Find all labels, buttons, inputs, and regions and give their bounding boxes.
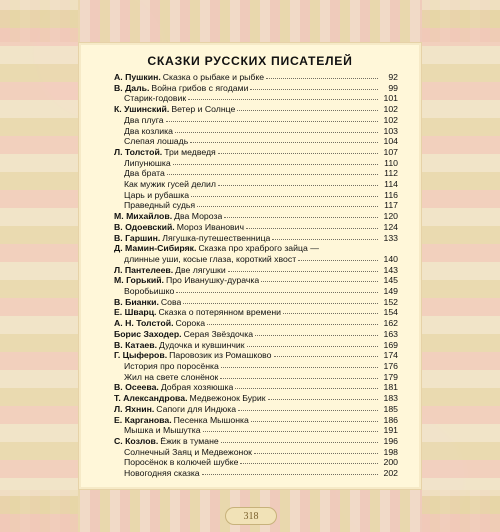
toc-page-number: 154 — [383, 307, 398, 318]
toc-page-number: 200 — [383, 457, 398, 468]
toc-title: Паровозик из Ромашково — [169, 350, 272, 361]
dot-leader — [268, 399, 378, 400]
page-number: 318 — [225, 507, 277, 525]
toc-entry — [114, 243, 398, 254]
toc-entry — [114, 83, 398, 94]
toc-title: Песенка Мышонка — [173, 414, 249, 425]
toc-entry — [114, 382, 398, 393]
toc-entry — [114, 447, 398, 458]
toc-title: Солнечный Заяц и Медвежонок — [124, 446, 252, 457]
toc-title: Мышка и Мышутка — [124, 425, 201, 436]
toc-page-number: 198 — [383, 446, 398, 457]
dot-leader — [183, 303, 378, 304]
toc-entry — [114, 265, 398, 276]
toc-title: длинные уши, косые глаза, короткий хвост — [124, 253, 297, 264]
toc-entry — [114, 436, 398, 447]
toc-entry — [114, 393, 398, 404]
dot-leader — [220, 378, 378, 379]
toc-entry — [114, 425, 398, 436]
toc-page-number: 120 — [383, 211, 398, 222]
toc-title: Ветер и Солнце — [171, 104, 236, 115]
toc-title: Мороз Иванович — [176, 221, 245, 232]
toc-entry — [114, 104, 398, 115]
toc-page-number: 176 — [383, 360, 398, 371]
dot-leader — [167, 174, 378, 175]
dot-leader — [202, 474, 378, 475]
toc-author: Е. Шварц. — [114, 307, 157, 318]
toc-author: А. Н. Толстой. — [114, 318, 174, 329]
toc-page-number: 191 — [383, 425, 398, 436]
toc-page-number: 133 — [383, 232, 398, 243]
toc-entry — [114, 93, 398, 104]
toc-title: Ёжик в тумане — [160, 435, 219, 446]
toc-title: Праведный судья — [124, 200, 196, 211]
toc-page-number: 186 — [383, 414, 398, 425]
dot-leader — [255, 335, 378, 336]
toc-page-number: 149 — [383, 286, 398, 297]
toc-page-number: 110 — [384, 157, 398, 168]
dot-leader — [190, 142, 378, 143]
toc-title: Слепая лошадь — [124, 136, 189, 147]
toc-page-number: 102 — [383, 114, 398, 125]
dot-leader — [298, 260, 378, 261]
toc-title: Лягушка-путешественница — [162, 232, 271, 243]
dot-leader — [272, 239, 378, 240]
table-of-contents — [114, 72, 398, 479]
dot-leader — [173, 164, 378, 165]
toc-entry — [114, 115, 398, 126]
dot-leader — [221, 367, 378, 368]
toc-title: Сказка о рыбаке и рыбке — [162, 72, 265, 82]
toc-title: Жил на свете слонёнок — [124, 371, 219, 382]
dot-leader — [238, 410, 378, 411]
toc-title: Медвежонок Бурик — [189, 393, 266, 404]
toc-page-number: 162 — [383, 318, 398, 329]
toc-entry — [114, 457, 398, 468]
toc-entry — [114, 404, 398, 415]
toc-title: Липунюшка — [124, 157, 171, 168]
toc-entry — [114, 318, 398, 329]
toc-title: Дудочка и кувшинчик — [159, 339, 245, 350]
toc-author: В. Бианки. — [114, 296, 159, 307]
toc-entry — [114, 126, 398, 137]
toc-entry — [114, 222, 398, 233]
toc-author: С. Козлов. — [114, 435, 159, 446]
toc-title: Сказка о потерянном времени — [158, 307, 281, 318]
dot-leader — [237, 110, 378, 111]
dot-leader — [188, 99, 378, 100]
toc-page-number: 101 — [383, 93, 398, 104]
toc-title: Поросёнок в колючей шубке — [124, 457, 239, 468]
toc-page-number: 174 — [383, 350, 398, 361]
toc-title: Сорока — [175, 318, 206, 329]
toc-author: В. Даль. — [114, 82, 150, 93]
toc-page-number: 140 — [383, 253, 398, 264]
toc-title: История про поросёнка — [124, 360, 219, 371]
toc-page-number: 114 — [384, 179, 398, 190]
toc-entry — [114, 211, 398, 222]
toc-page-number: 145 — [383, 275, 398, 286]
dot-leader — [251, 421, 378, 422]
toc-page-number: 116 — [384, 189, 398, 200]
dot-leader — [228, 271, 378, 272]
toc-page-number: 103 — [383, 125, 398, 136]
toc-title: Два брата — [124, 168, 165, 179]
toc-page-number: 185 — [383, 403, 398, 414]
toc-entry — [114, 72, 398, 83]
toc-page-number: 124 — [383, 221, 398, 232]
toc-entry — [114, 168, 398, 179]
toc-page-number: 107 — [383, 146, 398, 157]
toc-entry — [114, 200, 398, 211]
toc-entry — [114, 297, 398, 308]
toc-entry — [114, 307, 398, 318]
toc-page-number: 179 — [383, 371, 398, 382]
dot-leader — [250, 89, 378, 90]
toc-page-number: 117 — [384, 200, 398, 211]
toc-page-number: 152 — [383, 296, 398, 307]
toc-author: Т. Александрова. — [114, 393, 188, 404]
toc-title: Новогодняя сказка — [124, 468, 200, 479]
toc-page-number: 163 — [383, 328, 398, 339]
toc-entry — [114, 372, 398, 383]
dot-leader — [274, 356, 378, 357]
dot-leader — [261, 281, 378, 282]
toc-page-number: 169 — [383, 339, 398, 350]
toc-author: Борис Заходер. — [114, 328, 182, 339]
toc-title: Серая Звёздочка — [183, 328, 254, 339]
toc-title: Сказка про храброго зайца — — [198, 243, 319, 254]
toc-page-number: 99 — [388, 82, 398, 93]
toc-entry — [114, 136, 398, 147]
toc-entry — [114, 233, 398, 244]
toc-author: Л. Пантелеев. — [114, 264, 174, 275]
dot-leader — [246, 228, 378, 229]
toc-entry — [114, 361, 398, 372]
toc-author: Д. Мамин-Сибиряк. — [114, 243, 197, 254]
toc-entry — [114, 275, 398, 286]
toc-entry — [114, 329, 398, 340]
toc-title: Сова — [160, 296, 182, 307]
toc-title: Сапоги для Индюка — [156, 403, 237, 414]
dot-leader — [191, 196, 378, 197]
toc-author: К. Ушинский. — [114, 104, 170, 115]
dot-leader — [218, 185, 378, 186]
toc-title: Про Иванушку-дурачка — [165, 275, 260, 286]
toc-author: Г. Цыферов. — [114, 350, 168, 361]
toc-author: Л. Толстой. — [114, 146, 163, 157]
toc-page-number: 202 — [383, 468, 398, 479]
toc-title: Две лягушки — [175, 264, 226, 275]
dot-leader — [218, 153, 378, 154]
toc-title: Как мужик гусей делил — [124, 179, 216, 190]
toc-entry — [114, 340, 398, 351]
toc-author: В. Осеева. — [114, 382, 159, 393]
toc-entry — [114, 415, 398, 426]
dot-leader — [221, 442, 378, 443]
toc-title: Воробьишко — [124, 286, 175, 297]
dot-leader — [197, 206, 378, 207]
toc-page-number: 102 — [383, 104, 398, 115]
toc-title: Старик-годовик — [124, 93, 187, 104]
dot-leader — [175, 132, 378, 133]
toc-title: Война грибов с ягодами — [151, 82, 249, 93]
toc-author: В. Одоевский. — [114, 221, 175, 232]
toc-author: М. Горький. — [114, 275, 164, 286]
toc-entry — [114, 147, 398, 158]
dot-leader — [240, 463, 378, 464]
toc-entry — [114, 286, 398, 297]
toc-entry — [114, 179, 398, 190]
toc-author: Е. Карганова. — [114, 414, 172, 425]
toc-page-number: 183 — [383, 393, 398, 404]
toc-author: А. Пушкин. — [114, 72, 161, 82]
ornamental-border-right — [422, 0, 500, 532]
toc-author: М. Михайлов. — [114, 211, 173, 222]
toc-page-number: 143 — [383, 264, 398, 275]
toc-author: В. Гаршин. — [114, 232, 161, 243]
toc-title: Три медведя — [164, 146, 216, 157]
toc-page-number: 92 — [388, 72, 398, 82]
toc-entry — [114, 254, 398, 265]
toc-page-number: 181 — [383, 382, 398, 393]
dot-leader — [254, 453, 378, 454]
dot-leader — [166, 121, 378, 122]
toc-entry — [114, 190, 398, 201]
toc-title: Два козлика — [124, 125, 173, 136]
toc-page-number: 196 — [383, 435, 398, 446]
toc-author: В. Катаев. — [114, 339, 158, 350]
page-title: СКАЗКИ РУССКИХ ПИСАТЕЛЕЙ — [147, 54, 353, 68]
dot-leader — [176, 292, 378, 293]
toc-entry — [114, 468, 398, 479]
dot-leader — [235, 388, 378, 389]
toc-title: Два плуга — [124, 114, 164, 125]
dot-leader — [224, 217, 378, 218]
toc-entry — [114, 350, 398, 361]
toc-title: Добрая хозяюшка — [160, 382, 234, 393]
dot-leader — [247, 346, 378, 347]
toc-title: Два Мороза — [174, 211, 223, 222]
dot-leader — [203, 431, 378, 432]
toc-title: Царь и рубашка — [124, 189, 190, 200]
toc-page-number: 112 — [384, 168, 398, 179]
dot-leader — [207, 324, 378, 325]
toc-page-number: 104 — [383, 136, 398, 147]
toc-author: Л. Яхнин. — [114, 403, 155, 414]
dot-leader — [266, 78, 378, 79]
dot-leader — [283, 313, 378, 314]
toc-entry — [114, 158, 398, 169]
ornamental-border-left — [0, 0, 78, 532]
